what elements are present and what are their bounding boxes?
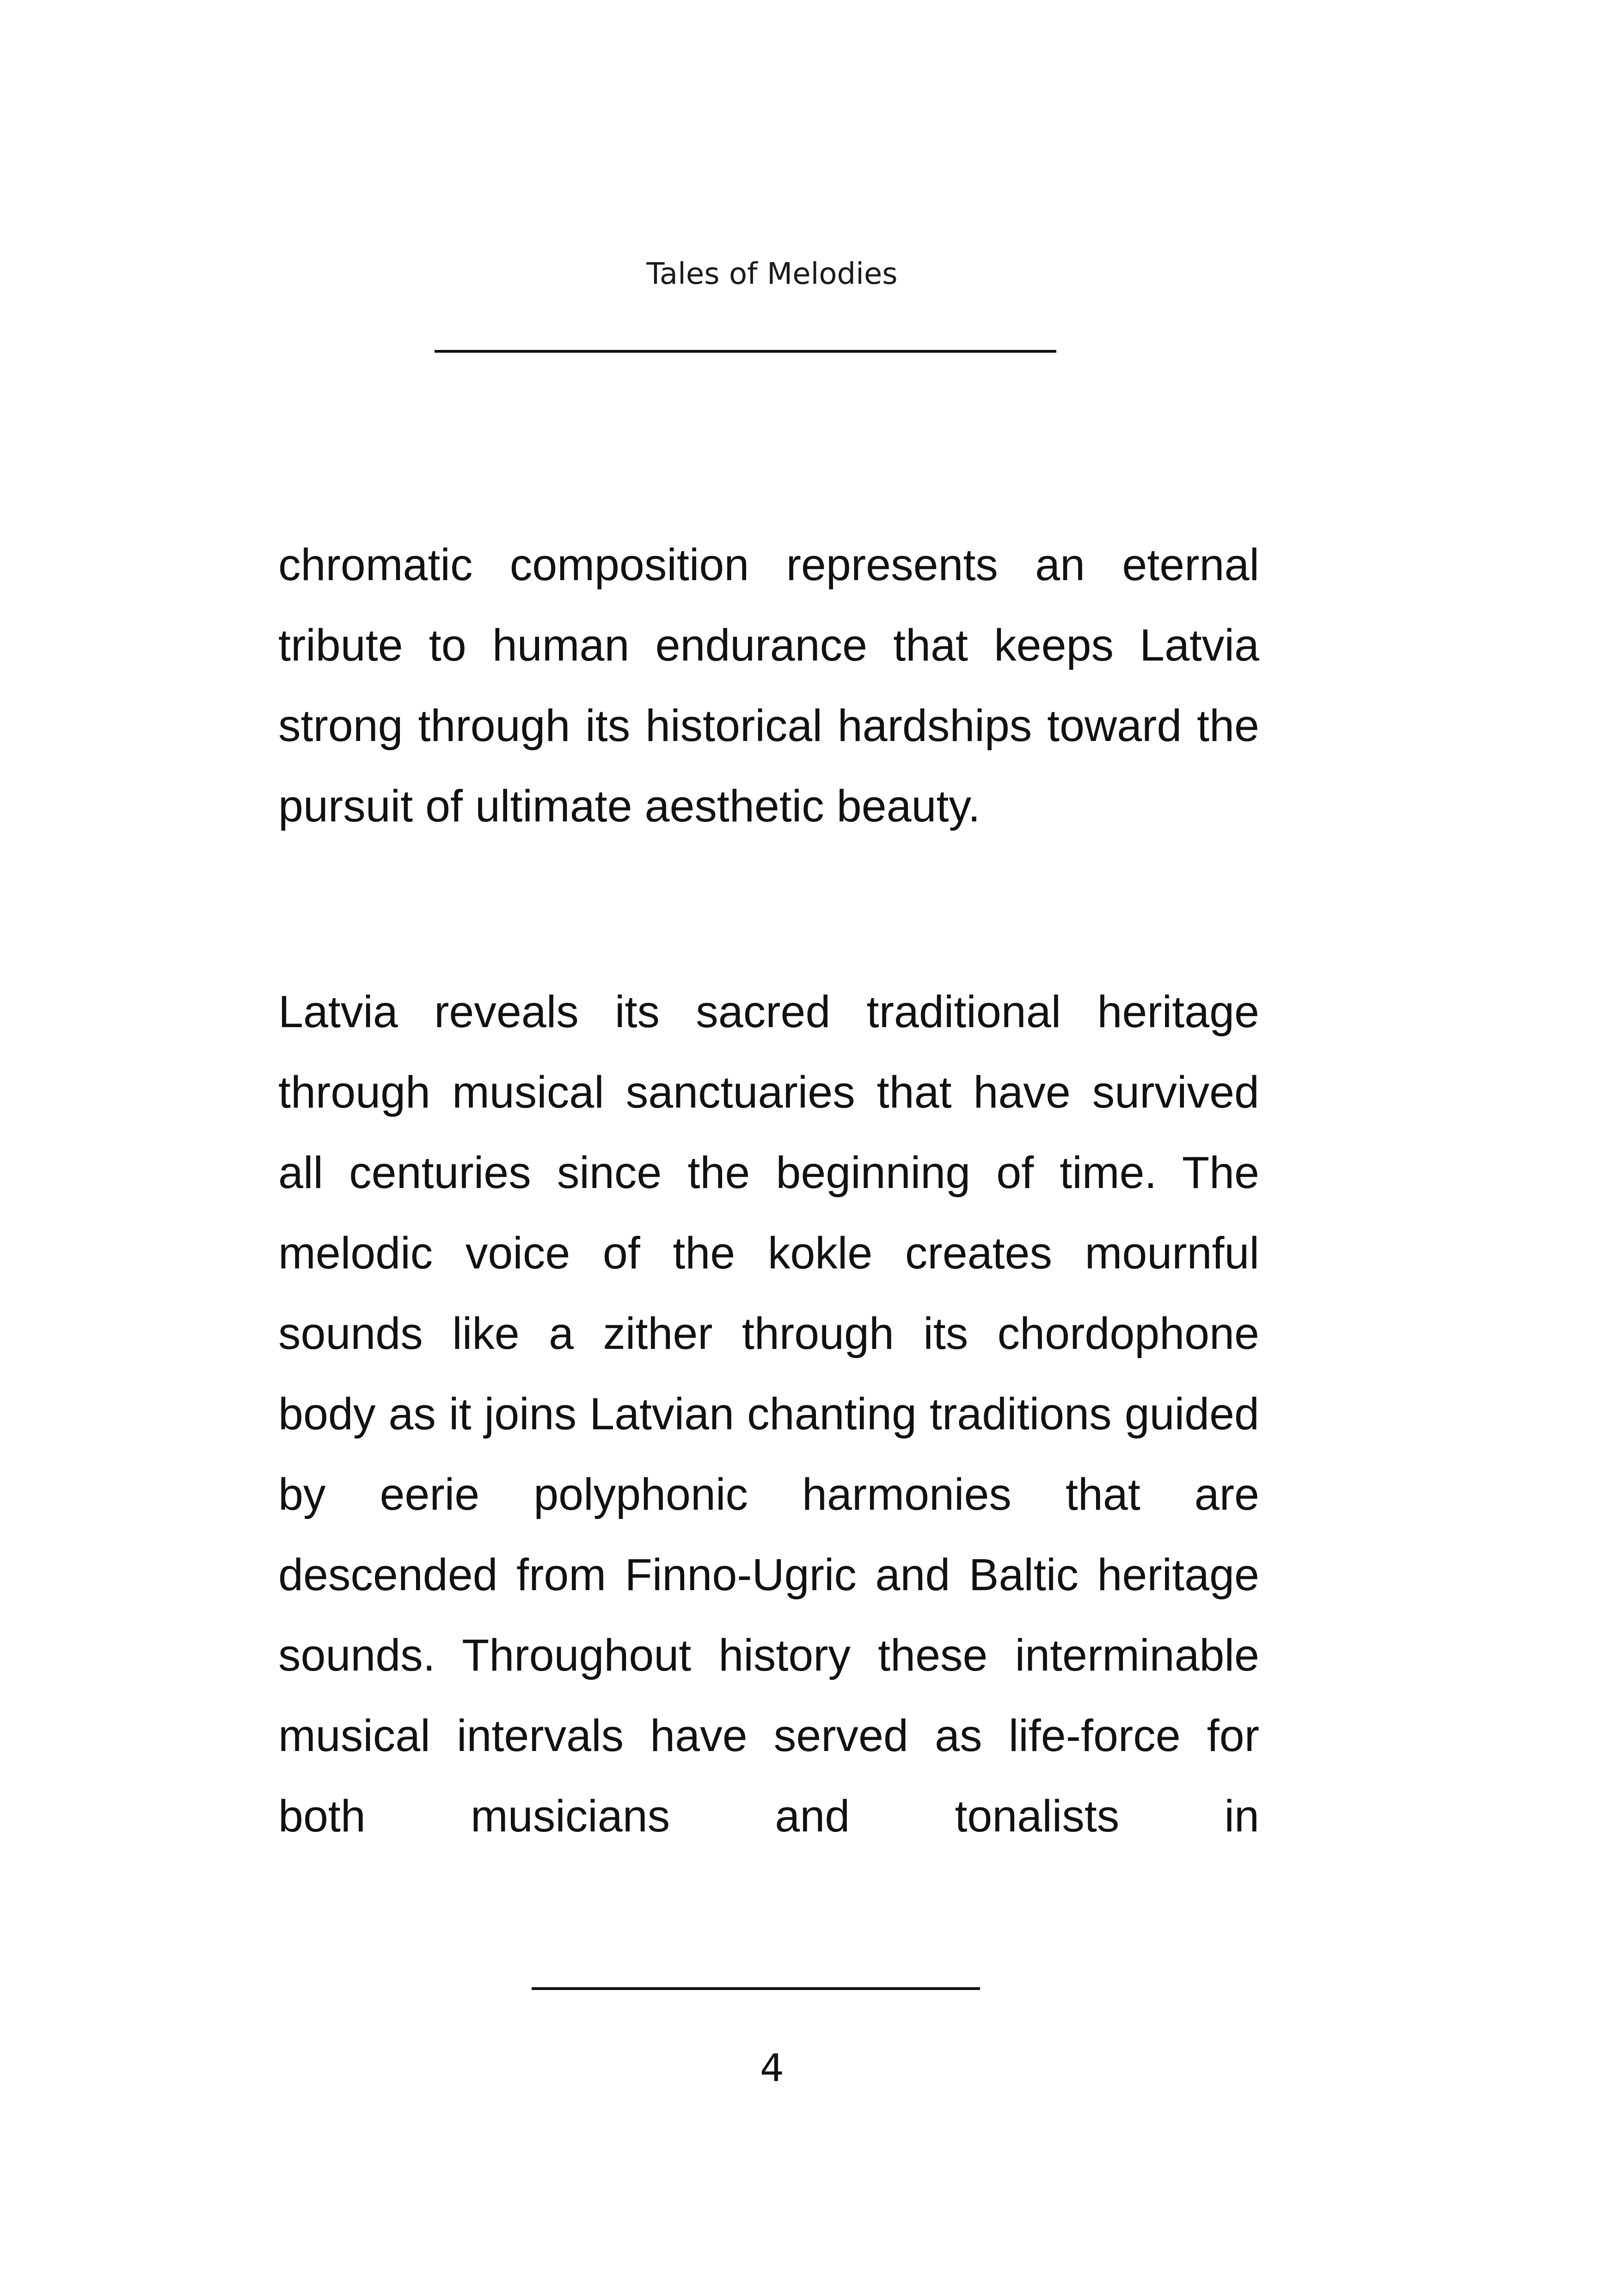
header-divider [435,350,1056,353]
footer-divider [532,1987,980,1990]
body-paragraph-2: Latvia reveals its sacred traditional heritage through musical sanctuaries that have survived all centuries since the beginning of time. The melodic voice of the kokle creates mournful sounds like a zither through its chordophone body as it joins Latvian chanting traditions guided by eerie polyphonic harmonies that are descended from Finno-Ugric and Baltic heritage sounds. Throughout history these interminable musical intervals have served as life-force for both musicians and tonalists in [278,986,1259,1841]
body-paragraph-1: chromatic composition represents an eternal tribute to human endurance that keeps Latvia strong through its historical hardships toward the pursuit of ultimate aesthetic beauty. [278,539,1259,831]
running-header-title: Tales of Melodies [646,257,898,291]
page-number: 4 [760,2046,784,2090]
